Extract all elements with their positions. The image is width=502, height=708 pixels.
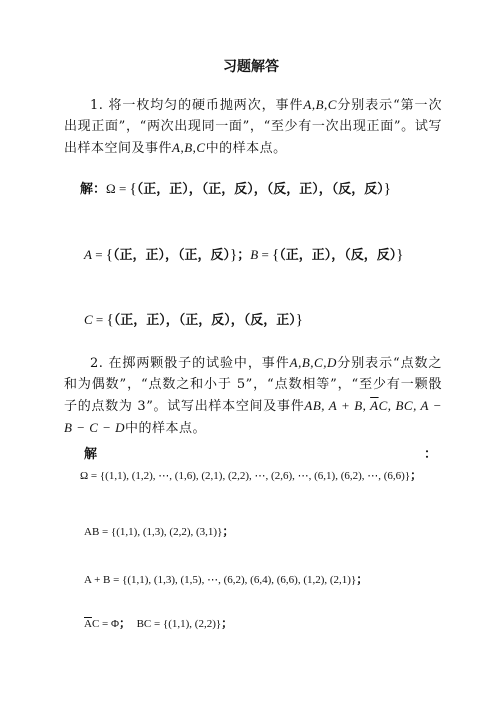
question-1-vars: A,B,C	[303, 97, 337, 112]
answer-1-events-ab: A = {（正，正），（正，反）}；B = {（正，正），（反，反）}	[84, 247, 404, 263]
question-1-number: 1.	[90, 98, 104, 113]
question-2-text-b: 分别表示“点数之和为偶数”，“点数之和小于 5”，“点数相等”，“至少有一颗骰子的点数为 3”。试写出样本空间及事件	[64, 356, 442, 414]
answer-1-label: 解：	[80, 182, 107, 197]
answer-2-label: 解	[84, 447, 98, 462]
page-title: 习题解答	[223, 59, 279, 75]
answer-1-event-c: C = {（正，正），（正，反），（反，正）}	[84, 312, 303, 328]
answer-1-omega-items: （正，正），（正，反），（反，正），（反，反）	[136, 182, 384, 197]
question-1	[64, 94, 442, 159]
question-2: 2. 在掷两颗骰子的试验中，事件A,B,C,D分别表示“点数之和为偶数”，“点数之和小于 5”，“点数相等”，“至少有一颗骰子的点数为 3”。试写出样本空间及事件AB, A + B, $\overline{A}C$, BC, A − B − C − D中的样本点。	[64, 355, 442, 436]
question-1-vars2: A,B,C	[172, 140, 206, 155]
answer-2-a-plus-b: A + B = {(1,1), (1,3), (1,5), ⋯, (6,2), (6,4), (6,6), (1,2), (2,1)}；	[84, 572, 369, 586]
answer-2-ab: AB = {(1,1), (1,3), (2,2), (3,1)}；	[84, 524, 235, 538]
answer-2-omega: Ω = {(1,1), (1,2), ⋯, (1,6), (2,1), (2,2), ⋯, (2,6), ⋯, (6,1), (6,2), ⋯, (6,6)}；	[80, 468, 423, 482]
question-2-text-a: 在掷两颗骰子的试验中，事件	[108, 356, 290, 371]
answer-2-abar-c-bc: $\overline{A}C = \Phi$； BC = {(1,1), (2,2)}；	[84, 616, 234, 630]
answer-1-omega: 解：Ω = {（正，正），（正，反），（反，正），（反，反）}	[80, 181, 391, 197]
question-1-text-c: 中的样本点。	[205, 141, 287, 156]
question-2-text-c: 中的样本点。	[125, 421, 207, 436]
question-1-text-b: 分别表示“第一次出现正面”，“两次出现同一面”，“至少有一次出现正面”。试写出样本空间及事件	[64, 98, 442, 156]
answer-1-b-items: （正，正），（反，反）	[279, 248, 397, 263]
answer-1-c-items: （正，正），（正，反），（反，正）	[113, 313, 296, 328]
question-2-number: 2.	[90, 356, 104, 371]
question-2-vars: A,B,C,D	[289, 355, 337, 370]
question-1-text-a: 将一枚均匀的硬币抛两次，事件	[108, 98, 304, 113]
answer-1-a-items: （正，正），（正，反）	[113, 248, 231, 263]
answer-2-colon: ：	[424, 447, 438, 462]
